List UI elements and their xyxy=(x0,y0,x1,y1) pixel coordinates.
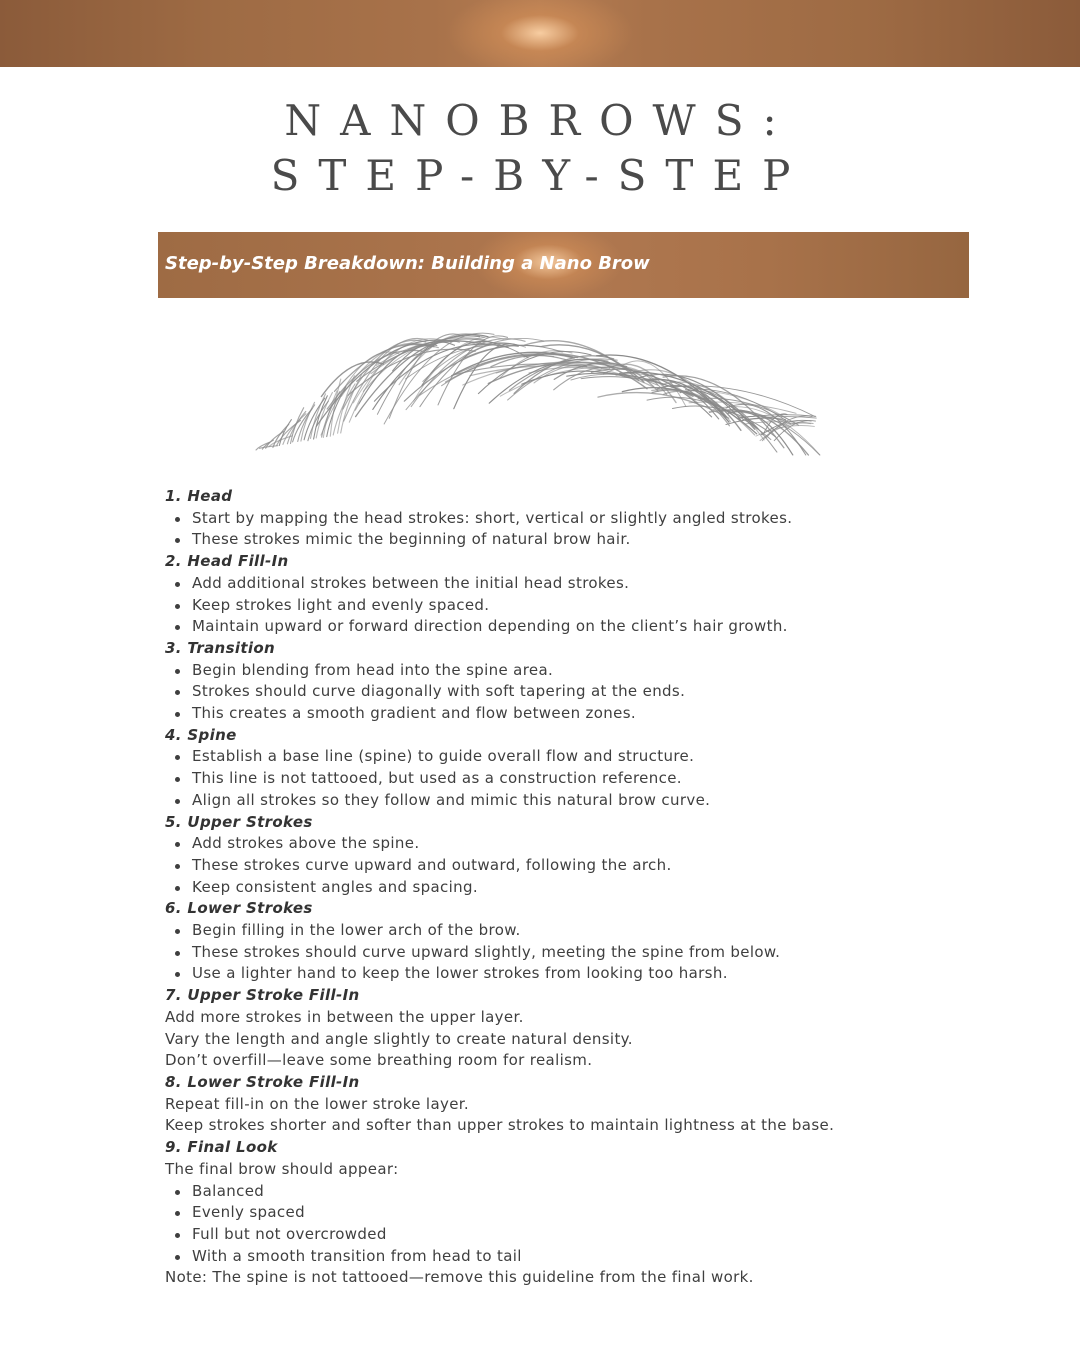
step-3 xyxy=(165,638,1025,725)
step-bullet-list xyxy=(165,833,1025,898)
step-bullet-list xyxy=(165,660,1025,725)
list-item: Strokes should curve diagonally with soft tapering at the ends. xyxy=(192,681,1025,703)
step-heading: 4. Spine xyxy=(165,725,237,744)
step-7 xyxy=(165,985,1025,1072)
list-item: Add additional strokes between the initial head strokes. xyxy=(192,573,1025,595)
section-header-band xyxy=(158,232,969,298)
list-item: Balanced xyxy=(192,1181,1025,1203)
list-item: Add strokes above the spine. xyxy=(192,833,1025,855)
list-item: These strokes mimic the beginning of natural brow hair. xyxy=(192,529,1025,551)
step-line: Don’t overfill—leave some breathing room for realism. xyxy=(165,1051,593,1070)
list-item: Align all strokes so they follow and mimic this natural brow curve. xyxy=(192,790,1025,812)
step-heading: 6. Lower Strokes xyxy=(165,899,313,918)
step-heading: 1. Head xyxy=(165,487,233,505)
step-6 xyxy=(165,898,1025,985)
step-5 xyxy=(165,812,1025,899)
list-item: This line is not tattooed, but used as a construction reference. xyxy=(192,768,1025,790)
list-item: Begin blending from head into the spine area. xyxy=(192,660,1025,682)
step-heading: 2. Head Fill-In xyxy=(165,552,289,571)
step-line: Vary the length and angle slightly to create natural density. xyxy=(165,1029,633,1048)
list-item: Maintain upward or forward direction depending on the client’s hair growth. xyxy=(192,616,1025,638)
step-bullet-list xyxy=(165,746,1025,811)
list-item: Keep strokes light and evenly spaced. xyxy=(192,595,1025,617)
step-2 xyxy=(165,551,1025,638)
step-bullet-list xyxy=(165,920,1025,985)
step-bullet-list xyxy=(165,1181,1025,1268)
list-item: Use a lighter hand to keep the lower strokes from looking too harsh. xyxy=(192,963,1025,985)
step-heading: 9. Final Look xyxy=(165,1138,278,1157)
steps-content xyxy=(165,486,1025,1289)
section-title: Step-by-Step Breakdown: Building a Nano Brow xyxy=(165,253,650,274)
step-heading: 7. Upper Stroke Fill-In xyxy=(165,986,360,1005)
step-9 xyxy=(165,1137,1025,1267)
list-item: Keep consistent angles and spacing. xyxy=(192,877,1025,899)
step-heading: 3. Transition xyxy=(165,638,276,657)
step-heading: 5. Upper Strokes xyxy=(165,812,313,831)
step-heading: 8. Lower Stroke Fill-In xyxy=(165,1072,360,1091)
step-8 xyxy=(165,1072,1025,1137)
list-item: Full but not overcrowded xyxy=(192,1224,1025,1246)
list-item: Evenly spaced xyxy=(192,1202,1025,1224)
list-item: This creates a smooth gradient and flow between zones. xyxy=(192,703,1025,725)
step-line: Repeat fill-in on the lower stroke layer. xyxy=(165,1094,470,1113)
step-bullet-list xyxy=(165,508,1025,551)
page-title-line-1: NANOBROWS: xyxy=(284,96,796,145)
list-item: These strokes curve upward and outward, following the arch. xyxy=(192,855,1025,877)
top-banner xyxy=(0,0,1080,67)
step-intro: The final brow should appear: xyxy=(165,1159,399,1178)
final-note: Note: The spine is not tattooed—remove this guideline from the final work. xyxy=(165,1268,754,1287)
eyebrow-strokes-illustration-icon xyxy=(245,305,825,460)
list-item: These strokes should curve upward slightly, meeting the spine from below. xyxy=(192,942,1025,964)
list-item: Start by mapping the head strokes: short, vertical or slightly angled strokes. xyxy=(192,508,1025,530)
list-item: Begin filling in the lower arch of the brow. xyxy=(192,920,1025,942)
list-item: With a smooth transition from head to tail xyxy=(192,1246,1025,1268)
step-line: Add more strokes in between the upper layer. xyxy=(165,1007,524,1026)
list-item: Establish a base line (spine) to guide overall flow and structure. xyxy=(192,746,1025,768)
step-line: Keep strokes shorter and softer than upper strokes to maintain lightness at the base. xyxy=(165,1116,835,1135)
step-bullet-list xyxy=(165,573,1025,638)
step-4 xyxy=(165,725,1025,812)
step-1 xyxy=(165,486,1025,551)
page-title-line-2: STEP-BY-STEP xyxy=(270,151,810,200)
